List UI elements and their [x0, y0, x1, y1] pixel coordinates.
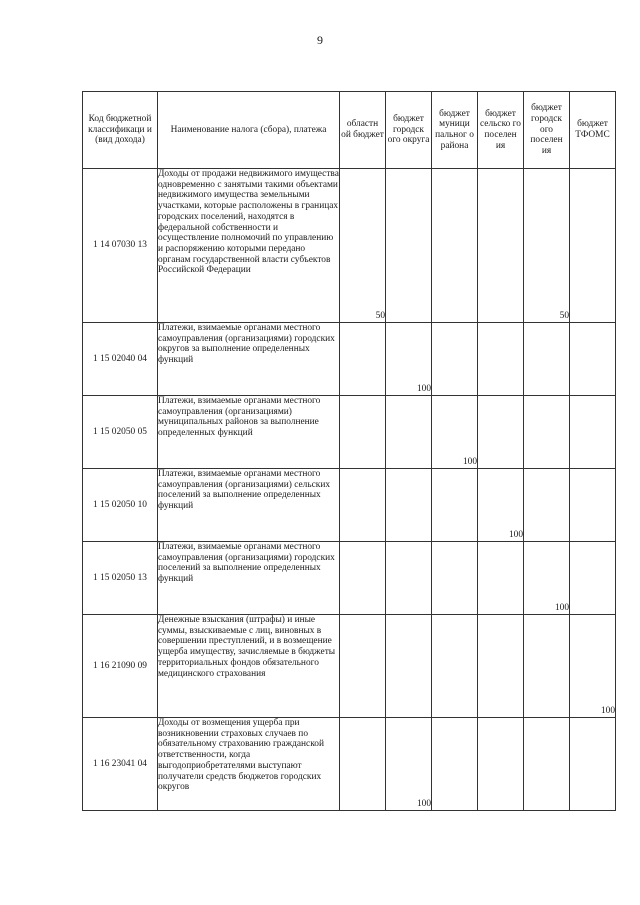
cell-regional: [340, 323, 386, 396]
cell-urban: 100: [524, 542, 570, 615]
row-code: 1 15 02040 04: [83, 323, 158, 396]
cell-regional: 50: [340, 169, 386, 323]
cell-city-district: 100: [386, 718, 432, 811]
cell-tfoms: [570, 469, 616, 542]
table-row: [83, 542, 616, 615]
cell-rural: [478, 396, 524, 469]
header-urban: бюджет городск ого поселен ия: [524, 92, 570, 169]
cell-urban: [524, 718, 570, 811]
budget-revenue-table: [82, 91, 616, 811]
table-row: [83, 396, 616, 469]
cell-rural: [478, 615, 524, 718]
cell-regional: [340, 469, 386, 542]
table-row: [83, 323, 616, 396]
page-number: 9: [317, 33, 323, 47]
cell-city-district: 100: [386, 323, 432, 396]
cell-urban: [524, 396, 570, 469]
cell-municipal-district: 100: [432, 396, 478, 469]
cell-municipal-district: [432, 542, 478, 615]
row-code: 1 16 21090 09: [83, 615, 158, 718]
cell-tfoms: [570, 169, 616, 323]
table-row: [83, 169, 616, 323]
row-code: 1 15 02050 05: [83, 396, 158, 469]
cell-municipal-district: [432, 469, 478, 542]
cell-city-district: [386, 469, 432, 542]
row-name: Денежные взыскания (штрафы) и иные суммы, взыскиваемые с лиц, виновных в совершении преступлений, и в возмещение ущерба имуществу, зачисляемые в бюджеты территориальных фондов обязательного медицинского страхования: [158, 615, 340, 718]
row-name: Платежи, взимаемые органами местного самоуправления (организациями) городских поселений за выполнение определенных функций: [158, 542, 340, 615]
header-municipal-district: бюджет муници пальног о района: [432, 92, 478, 169]
header-name: Наименование налога (сбора), платежа: [158, 92, 340, 169]
row-code: 1 16 23041 04: [83, 718, 158, 811]
table-row: [83, 615, 616, 718]
cell-city-district: [386, 396, 432, 469]
cell-city-district: [386, 542, 432, 615]
cell-tfoms: [570, 323, 616, 396]
header-city-district: бюджет городск ого округа: [386, 92, 432, 169]
table-row: [83, 469, 616, 542]
cell-municipal-district: [432, 323, 478, 396]
cell-regional: [340, 542, 386, 615]
cell-rural: [478, 169, 524, 323]
cell-tfoms: 100: [570, 615, 616, 718]
cell-city-district: [386, 615, 432, 718]
cell-rural: [478, 323, 524, 396]
header-regional: областн ой бюджет: [340, 92, 386, 169]
cell-urban: 50: [524, 169, 570, 323]
cell-municipal-district: [432, 169, 478, 323]
table-header-row: [83, 92, 616, 169]
cell-rural: 100: [478, 469, 524, 542]
cell-tfoms: [570, 718, 616, 811]
cell-regional: [340, 718, 386, 811]
row-name: Платежи, взимаемые органами местного самоуправления (организациями) сельских поселений за выполнение определенных функций: [158, 469, 340, 542]
cell-tfoms: [570, 542, 616, 615]
cell-regional: [340, 615, 386, 718]
row-code: 1 15 02050 13: [83, 542, 158, 615]
row-name: Платежи, взимаемые органами местного самоуправления (организациями) муниципальных районов за выполнение определенных функций: [158, 396, 340, 469]
row-code: 1 14 07030 13: [83, 169, 158, 323]
row-name: Доходы от продажи недвижимого имущества одновременно с занятыми такими объектами недвижимого имущества земельными участками, которые расположены в границах городских поселений, находятся в федеральной собственности и осуществление полномочий по управлению и распоряжению которыми передано органам государственной власти субъектов Российской Федерации: [158, 169, 340, 323]
cell-urban: [524, 615, 570, 718]
cell-urban: [524, 323, 570, 396]
cell-city-district: [386, 169, 432, 323]
row-code: 1 15 02050 10: [83, 469, 158, 542]
cell-municipal-district: [432, 718, 478, 811]
cell-regional: [340, 396, 386, 469]
cell-rural: [478, 542, 524, 615]
table-row: [83, 718, 616, 811]
cell-tfoms: [570, 396, 616, 469]
header-code: Код бюджетной классификаци и (вид дохода): [83, 92, 158, 169]
row-name: Доходы от возмещения ущерба при возникновении страховых случаев по обязательному страхованию гражданской ответственности, когда выгодоприобретателями выступают получатели средств бюджетов городских округов: [158, 718, 340, 811]
header-tfoms: бюджет ТФОМС: [570, 92, 616, 169]
cell-rural: [478, 718, 524, 811]
cell-municipal-district: [432, 615, 478, 718]
header-rural: бюджет сельско го поселен ия: [478, 92, 524, 169]
row-name: Платежи, взимаемые органами местного самоуправления (организациями) городских округов за выполнение определенных функций: [158, 323, 340, 396]
cell-urban: [524, 469, 570, 542]
